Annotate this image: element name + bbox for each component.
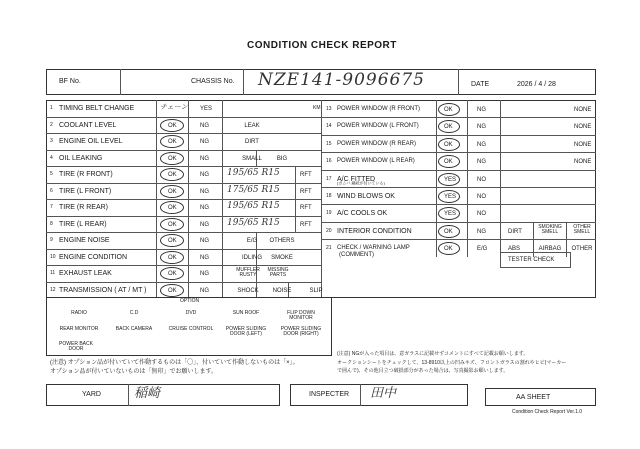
opt-a[interactable]: OK: [444, 107, 453, 113]
cell-divider: [156, 282, 157, 299]
row-label: POWER WINDOW (L REAR): [337, 158, 415, 165]
opt-rft[interactable]: RFT: [300, 188, 312, 195]
row-number: 17: [326, 175, 332, 182]
cell-divider: [188, 282, 189, 299]
row-label: OIL LEAKING: [59, 154, 103, 162]
opt-ok[interactable]: OK: [168, 139, 177, 145]
cell-divider: [436, 222, 437, 239]
cell-divider: [295, 216, 296, 233]
row-divider: [321, 135, 596, 136]
cell-divider: [500, 204, 501, 221]
cell-divider: [436, 187, 437, 204]
cell-divider: [222, 216, 223, 233]
opt-b[interactable]: NG: [477, 107, 486, 113]
row-number: 2: [50, 121, 53, 128]
cell-divider: [467, 204, 468, 221]
opt-none[interactable]: NONE: [574, 107, 592, 113]
opt-a[interactable]: OK: [444, 246, 453, 253]
opt-ng[interactable]: NG: [200, 122, 209, 129]
row-label: INTERIOR CONDITION: [337, 227, 412, 235]
opt-c[interactable]: DIRT: [508, 228, 522, 235]
cell-divider: [222, 199, 223, 216]
cell-divider: [222, 232, 223, 249]
cell-divider: [188, 265, 189, 282]
note-left-1: (注意) オプション品が付いていて作動するものは「〇」、付いていて作動しないものは「×」。: [50, 360, 299, 366]
cell-divider: [500, 222, 501, 239]
row-number: 1: [50, 105, 53, 111]
opt-ng[interactable]: NG: [200, 221, 209, 228]
cell-divider: [295, 183, 296, 200]
ok-circle: [160, 152, 184, 165]
row-label: WIND BLOWS OK: [337, 193, 395, 200]
row-number: 3: [50, 138, 53, 144]
opt-ok[interactable]: OK: [168, 122, 177, 129]
opt-ng[interactable]: NG: [200, 188, 209, 195]
row-divider: [46, 265, 321, 266]
row-divider: [46, 150, 321, 151]
ok-circle: [438, 138, 460, 151]
row-label: POWER WINDOW (R REAR): [337, 140, 416, 147]
ok-circle: [160, 267, 184, 280]
row-label: POWER WINDOW (L FRONT): [337, 123, 419, 130]
opt-a[interactable]: OK: [444, 228, 453, 235]
opt-ng[interactable]: NG: [200, 238, 209, 244]
opt-ok[interactable]: OK: [168, 205, 177, 211]
row-divider: [321, 222, 596, 223]
row-number: 10: [50, 253, 56, 260]
cell-divider: [156, 100, 157, 117]
cell-divider: [467, 239, 468, 256]
cell-divider: [188, 150, 189, 167]
row-number: 9: [50, 237, 53, 243]
cell-divider: [467, 152, 468, 169]
aa-sheet-label: AA SHEET: [516, 394, 551, 401]
row-label: TIRE (L FRONT): [59, 187, 112, 195]
opt-ng[interactable]: NG: [200, 254, 209, 261]
cell-divider: [222, 117, 223, 134]
opt-none[interactable]: NONE: [574, 141, 592, 148]
cell-divider: [467, 135, 468, 152]
cell-divider: [188, 232, 189, 249]
ok-circle: [160, 234, 184, 247]
opt-b[interactable]: NO: [477, 194, 486, 200]
row-label: A/C COOLS OK: [337, 210, 388, 218]
row-divider: [321, 239, 596, 240]
opt-rft[interactable]: RFT: [300, 172, 312, 178]
opt-3[interactable]: NOISE: [272, 287, 292, 294]
tire-size[interactable]: 175/65 R15: [227, 184, 280, 195]
row-number: 7: [50, 204, 53, 210]
option-item[interactable]: POWER SLIDING DOOR (RIGHT): [280, 326, 322, 337]
row-divider: [321, 152, 596, 153]
ok-circle: [160, 135, 184, 148]
cell-divider: [188, 216, 189, 233]
cell-divider: [533, 222, 534, 239]
row-number: 18: [326, 193, 332, 199]
cell-divider: [156, 199, 157, 216]
opt-3[interactable]: MISSING PARTS: [267, 267, 289, 278]
cell-divider: [156, 133, 157, 150]
row-label: ENGINE NOISE: [59, 237, 110, 244]
opt-ok[interactable]: OK: [168, 254, 177, 261]
row-divider: [46, 133, 321, 134]
date-label: DATE: [471, 81, 490, 88]
opt-none[interactable]: NONE: [574, 159, 592, 166]
row-divider: [321, 117, 596, 118]
cell-divider: [156, 150, 157, 167]
cell-divider: [188, 133, 189, 150]
opt-ng[interactable]: NG: [200, 155, 209, 162]
opt-2[interactable]: IDLING: [241, 254, 262, 261]
version-label: Condition Check Report Ver.1.0: [512, 409, 583, 415]
row-label: TRANSMISSION ( AT / MT ): [59, 286, 147, 294]
cell-divider: [467, 100, 468, 117]
opt-e[interactable]: OTHER: [571, 246, 593, 253]
tire-size[interactable]: 195/65 R15: [227, 217, 280, 228]
row-number: 15: [326, 140, 332, 147]
row-label: TIRE (R FRONT): [59, 171, 113, 178]
cell-divider: [436, 152, 437, 169]
opt-a[interactable]: YES: [444, 176, 457, 183]
opt-3[interactable]: BIG: [276, 155, 288, 162]
option-title: OPTION: [180, 298, 200, 304]
cell-divider: [156, 166, 157, 183]
opt-2[interactable]: LEAK: [244, 122, 260, 129]
opt-ok[interactable]: OK: [168, 221, 177, 228]
inspector-label: INSPECTER: [309, 391, 350, 398]
row-number: 16: [326, 158, 332, 165]
note-right-1: (注意) NGが入った項目は、意ガラスに記載せずコメントにすべて記載お願いします。: [337, 351, 529, 357]
tire-size[interactable]: 195/65 R15: [227, 168, 280, 178]
row-label: TIRE (L REAR): [59, 220, 107, 228]
row-number: 6: [50, 187, 53, 194]
row-label: TIMING BELT CHANGE: [59, 105, 135, 112]
row-divider: [46, 166, 321, 167]
cell-divider: [500, 170, 501, 187]
option-item[interactable]: DVD: [185, 310, 197, 316]
report-title: CONDITION CHECK REPORT: [247, 40, 397, 51]
row-divider: [321, 170, 596, 171]
cell-divider: [436, 239, 437, 256]
opt-3[interactable]: SMOKE: [271, 254, 293, 261]
cell-divider: [295, 166, 296, 183]
cell-divider: [188, 199, 189, 216]
ok-circle: [160, 284, 184, 297]
cell-divider: [467, 170, 468, 187]
opt-b[interactable]: NG: [477, 159, 486, 166]
row-label: POWER WINDOW (R FRONT): [337, 106, 420, 112]
row-divider: [321, 204, 596, 205]
cell-divider: [467, 117, 468, 134]
note-right-2: オークションシートをチェックして、13-8910以上の凹みキズ、フロントガラスの割れやヒビ(マーカー: [337, 360, 567, 366]
cell-divider: [436, 204, 437, 221]
row-sublabel: (ガムバ 継続が付いている): [337, 180, 385, 186]
row-label: CHECK / WARNING LAMP: [337, 245, 410, 252]
opt-b[interactable]: NO: [477, 211, 486, 218]
ok-circle: [160, 218, 184, 231]
tester-check-label: TESTER CHECK: [508, 257, 555, 263]
opt-ok[interactable]: OK: [168, 238, 177, 244]
opt-yes[interactable]: YES: [200, 106, 213, 112]
ok-circle: [438, 173, 460, 186]
cell-divider: [188, 183, 189, 200]
row-label: EXHAUST LEAK: [59, 270, 112, 277]
opt-b[interactable]: E/G: [477, 246, 488, 253]
row-label: ENGINE CONDITION: [59, 253, 128, 261]
ok-circle: [160, 168, 184, 181]
option-item[interactable]: CRUISE CONTROL: [168, 326, 214, 332]
row-number: 5: [50, 171, 53, 177]
cell-divider: [156, 249, 157, 266]
cell-divider: [156, 265, 157, 282]
row-number: 11: [50, 270, 56, 276]
cell-divider: [222, 265, 223, 282]
cell-divider: [222, 150, 223, 167]
note-right-3: で囲んで)、その他目立つ破損部分があった場合は、写真撮影お願いします。: [337, 368, 509, 374]
row-number: 12: [50, 286, 56, 293]
option-item[interactable]: FLIP DOWN MONITOR: [287, 310, 315, 321]
row-number: 8: [50, 220, 53, 227]
row-number: 21: [326, 245, 332, 252]
ok-circle: [160, 119, 184, 132]
opt-2[interactable]: SMALL: [242, 155, 262, 162]
cell-divider: [222, 183, 223, 200]
cell-divider: [295, 199, 296, 216]
cell-divider: [188, 249, 189, 266]
opt-ok[interactable]: OK: [168, 188, 177, 195]
opt-ok[interactable]: OK: [168, 155, 177, 162]
cell-divider: [500, 117, 501, 134]
row-number: 13: [326, 106, 332, 112]
chassis-label: CHASSIS No.: [191, 78, 235, 85]
opt-3[interactable]: OTHERS: [269, 238, 295, 244]
opt-a[interactable]: OK: [444, 159, 453, 166]
ok-circle: [160, 201, 184, 214]
cell-divider: [222, 166, 223, 183]
opt-c[interactable]: ABS: [508, 246, 521, 253]
row-label: COOLANT LEVEL: [59, 121, 117, 129]
cell-divider: [500, 135, 501, 152]
opt-ng[interactable]: NG: [200, 271, 209, 277]
opt-rft[interactable]: RFT: [300, 221, 312, 228]
option-item[interactable]: BACK CAMERA: [115, 326, 153, 332]
opt-a[interactable]: OK: [444, 124, 453, 131]
opt-none[interactable]: NONE: [574, 124, 592, 131]
opt-ng[interactable]: NG: [200, 139, 209, 145]
option-item[interactable]: C.D: [129, 310, 139, 316]
cell-divider: [222, 100, 223, 117]
ok-circle: [438, 225, 460, 238]
cell-divider: [500, 152, 501, 169]
opt-ok[interactable]: OK: [168, 287, 177, 294]
note-left-2: オプション品が付いていないものは「無印」でお願いします。: [50, 369, 217, 375]
cell-divider: [222, 133, 223, 150]
row-divider: [46, 183, 321, 184]
yard-value[interactable]: 稲崎: [134, 386, 161, 401]
cell-divider: [188, 166, 189, 183]
opt-a[interactable]: OK: [444, 141, 453, 148]
opt-d[interactable]: AIRBAG: [538, 246, 562, 253]
row-divider: [46, 117, 321, 118]
cell-divider: [156, 183, 157, 200]
opt-ok[interactable]: OK: [168, 271, 177, 277]
opt-b[interactable]: NG: [477, 124, 486, 131]
cell-divider: [467, 187, 468, 204]
opt-2[interactable]: DIRT: [245, 139, 259, 145]
option-item[interactable]: SUN ROOF: [232, 310, 260, 316]
yard-label: YARD: [82, 391, 101, 398]
cell-divider: [222, 249, 223, 266]
timing-note[interactable]: チェーン: [160, 103, 188, 111]
cell-divider: [467, 222, 468, 239]
ok-circle: [160, 185, 184, 198]
row-label: ENGINE OIL LEVEL: [59, 138, 123, 145]
opt-e[interactable]: OTHER SMELL: [573, 223, 591, 235]
ok-circle: [438, 190, 460, 203]
option-item[interactable]: POWER SLIDING DOOR (LEFT): [225, 326, 267, 337]
row-number: 20: [326, 227, 332, 234]
cell-divider: [500, 187, 501, 204]
opt-d[interactable]: SMOKING SMELL: [538, 223, 562, 235]
opt-ok[interactable]: OK: [168, 172, 177, 178]
cell-divider: [436, 100, 437, 117]
cell-divider: [436, 117, 437, 134]
option-item[interactable]: RADIO: [71, 310, 87, 316]
opt-rft[interactable]: RFT: [300, 205, 312, 211]
opt-2[interactable]: SHOCK: [237, 287, 259, 294]
opt-ng[interactable]: NG: [200, 205, 209, 211]
row-number: 19: [326, 210, 332, 217]
option-item[interactable]: REAR MONITOR: [59, 326, 99, 332]
cell-divider: [156, 117, 157, 134]
opt-km: KM: [313, 105, 321, 111]
row-divider: [321, 187, 596, 188]
cell-divider: [436, 170, 437, 187]
row-number: 14: [326, 123, 332, 130]
opt-b[interactable]: NG: [477, 141, 486, 148]
option-item[interactable]: POWER BACK DOOR: [59, 341, 93, 352]
date-year[interactable]: 2026 / 4 / 28: [517, 81, 556, 88]
ok-circle: [438, 103, 460, 116]
cell-divider: [156, 216, 157, 233]
opt-ng[interactable]: NG: [200, 287, 209, 294]
cell-divider: [188, 117, 189, 134]
cell-divider: [500, 100, 501, 117]
opt-ng[interactable]: NG: [200, 172, 209, 178]
opt-b[interactable]: NO: [477, 176, 486, 183]
row-number: 4: [50, 154, 53, 161]
opt-4[interactable]: SLIP: [309, 287, 323, 294]
cell-divider: [436, 135, 437, 152]
chassis-value[interactable]: NZE141-9096675: [258, 70, 425, 90]
cell-divider: [188, 100, 189, 117]
opt-a[interactable]: YES: [444, 194, 457, 200]
row-divider: [46, 216, 321, 217]
opt-a[interactable]: YES: [444, 211, 457, 218]
opt-b[interactable]: NG: [477, 228, 486, 235]
comment-label: (COMMENT): [339, 252, 374, 258]
opt-2[interactable]: MUFFLER RUSTY: [236, 267, 260, 278]
row-label: TIRE (R REAR): [59, 204, 108, 211]
cell-divider: [566, 222, 567, 239]
opt-2[interactable]: E/G: [246, 238, 258, 244]
cell-divider: [156, 232, 157, 249]
cell-divider: [222, 282, 223, 299]
row-label: A/C FITTED: [337, 175, 376, 183]
bf-label: BF No.: [59, 78, 81, 85]
row-divider: [46, 232, 321, 233]
ok-circle: [160, 251, 184, 264]
tire-size[interactable]: 195/65 R15: [227, 201, 280, 211]
row-divider: [46, 282, 321, 283]
row-divider: [46, 199, 321, 200]
row-divider: [46, 249, 321, 250]
inspector-value[interactable]: 田中: [370, 386, 397, 401]
